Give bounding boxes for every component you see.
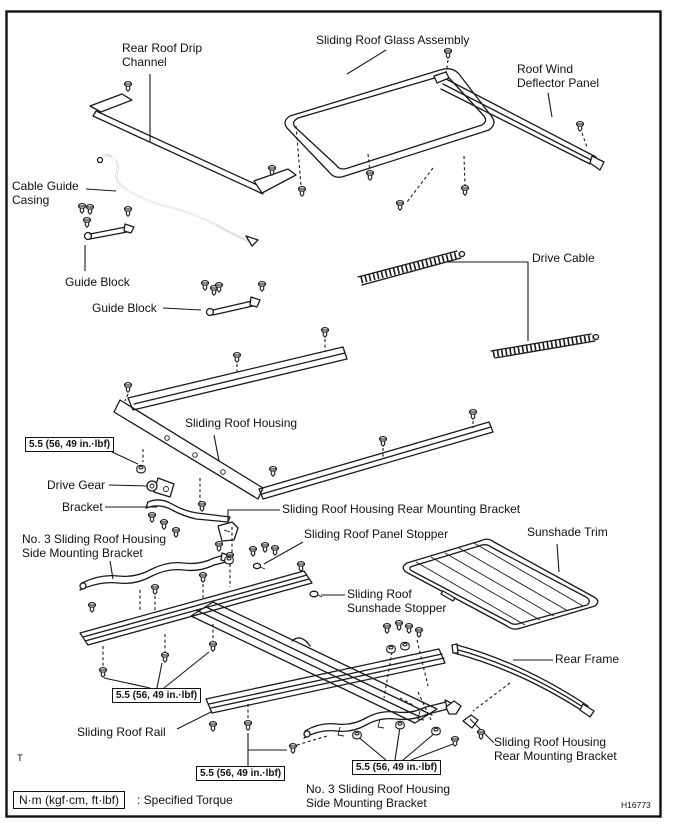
label-sliding-roof-rail: Sliding Roof Rail bbox=[77, 725, 166, 739]
screw-icon bbox=[321, 328, 328, 338]
assembly-dashed-lines bbox=[103, 60, 587, 745]
label-guide-block-1: Guide Block bbox=[65, 275, 130, 289]
legend-torque-text: : Specified Torque bbox=[137, 793, 233, 807]
figure-code: H16773 bbox=[621, 800, 651, 810]
screw-icon bbox=[289, 744, 296, 754]
screw-icon bbox=[198, 502, 205, 512]
label-sliding-roof-glass-assembly: Sliding Roof Glass Assembly bbox=[316, 33, 470, 47]
screw-icon bbox=[379, 437, 386, 447]
nut-icon bbox=[387, 645, 395, 653]
sliding-roof-glass-art bbox=[285, 69, 494, 178]
torque-spec-box-3: 5.5 (56, 49 in.·lbf) bbox=[196, 766, 285, 781]
screw-icon bbox=[209, 722, 216, 732]
sliding-roof-housing-art bbox=[114, 347, 493, 499]
screw-icon bbox=[160, 520, 167, 530]
screw-icon bbox=[124, 207, 131, 217]
screw-icon bbox=[405, 624, 412, 634]
screw-icon bbox=[148, 513, 155, 523]
label-no3-side-bracket-upper: No. 3 Sliding Roof Housing Side Mounting Bracket bbox=[22, 532, 167, 560]
label-no3-side-bracket-bottom: No. 3 Sliding Roof Housing Side Mounting Bracket bbox=[306, 782, 451, 810]
torque-spec-box-4: 5.5 (56, 49 in.·lbf) bbox=[352, 760, 441, 775]
legend-torque-box: N·m (kgf·cm, ft·lbf) bbox=[13, 791, 125, 809]
fasteners bbox=[78, 49, 583, 754]
label-roof-wind-deflector-panel: Roof Wind Deflector Panel bbox=[517, 62, 600, 90]
label-sunshade-trim: Sunshade Trim bbox=[527, 525, 608, 539]
label-drive-cable: Drive Cable bbox=[532, 251, 595, 265]
label-housing-rear-bracket-mid: Sliding Roof Housing Rear Mounting Bracket bbox=[282, 502, 521, 516]
label-drive-gear: Drive Gear bbox=[47, 478, 106, 492]
screw-icon bbox=[469, 410, 476, 420]
label-guide-block-2: Guide Block bbox=[92, 301, 157, 315]
screw-icon bbox=[297, 562, 304, 572]
sunshade-trim-art bbox=[403, 539, 598, 629]
screw-icon bbox=[199, 573, 206, 583]
screw-icon bbox=[249, 547, 256, 557]
label-rear-roof-drip-channel: Rear Roof Drip Channel bbox=[122, 41, 203, 69]
screw-icon bbox=[261, 543, 268, 553]
nut-icon bbox=[353, 731, 361, 739]
drive-cable-art bbox=[358, 251, 599, 358]
screw-icon bbox=[161, 653, 168, 663]
screw-icon bbox=[269, 467, 276, 477]
label-rear-frame: Rear Frame bbox=[555, 652, 620, 666]
label-housing-rear-bracket-bottom: Sliding Roof Housing Rear Mounting Bracket bbox=[494, 735, 617, 763]
screw-icon bbox=[83, 218, 90, 228]
label-sliding-roof-sunshade-stopper: Sliding Roof Sunshade Stopper bbox=[347, 587, 447, 615]
rear-roof-drip-channel-art bbox=[90, 94, 296, 194]
screw-icon bbox=[415, 628, 422, 638]
nut-icon bbox=[432, 727, 440, 735]
screw-icon bbox=[151, 585, 158, 595]
screw-icon bbox=[576, 122, 583, 132]
nut-icon bbox=[401, 642, 409, 650]
screw-icon bbox=[88, 603, 95, 613]
drive-gear-art bbox=[146, 478, 230, 522]
leader-lines bbox=[85, 50, 559, 766]
screw-icon bbox=[258, 282, 265, 292]
nut-icon bbox=[396, 721, 404, 729]
screw-icon bbox=[124, 82, 131, 92]
border-frame bbox=[7, 12, 661, 817]
screw-icon bbox=[244, 721, 251, 731]
screw-icon bbox=[233, 353, 240, 363]
screw-icon bbox=[461, 186, 468, 196]
torque-spec-box-1: 5.5 (56, 49 in.·lbf) bbox=[25, 437, 114, 452]
screw-icon bbox=[271, 546, 278, 556]
screw-icon bbox=[215, 542, 222, 552]
screw-icon bbox=[215, 283, 222, 293]
screw-icon bbox=[209, 642, 216, 652]
screw-icon bbox=[201, 281, 208, 291]
label-sliding-roof-housing: Sliding Roof Housing bbox=[185, 416, 298, 430]
screw-icon bbox=[395, 621, 402, 631]
torque-spec-box-2: 5.5 (56, 49 in.·lbf) bbox=[112, 688, 201, 703]
screw-icon bbox=[124, 383, 131, 393]
screw-icon bbox=[366, 171, 373, 181]
label-bracket: Bracket bbox=[62, 500, 103, 514]
note-mark: T bbox=[17, 753, 23, 764]
screw-icon bbox=[477, 730, 484, 740]
screw-icon bbox=[444, 49, 451, 59]
label-sliding-roof-panel-stopper: Sliding Roof Panel Stopper bbox=[304, 527, 449, 541]
screw-icon bbox=[298, 187, 305, 197]
screw-icon bbox=[396, 201, 403, 211]
nut-icon bbox=[137, 465, 145, 473]
label-cable-guide-casing: Cable Guide Casing bbox=[12, 179, 79, 207]
screw-icon bbox=[383, 624, 390, 634]
screw-icon bbox=[99, 668, 106, 678]
nut-icon bbox=[225, 556, 233, 564]
